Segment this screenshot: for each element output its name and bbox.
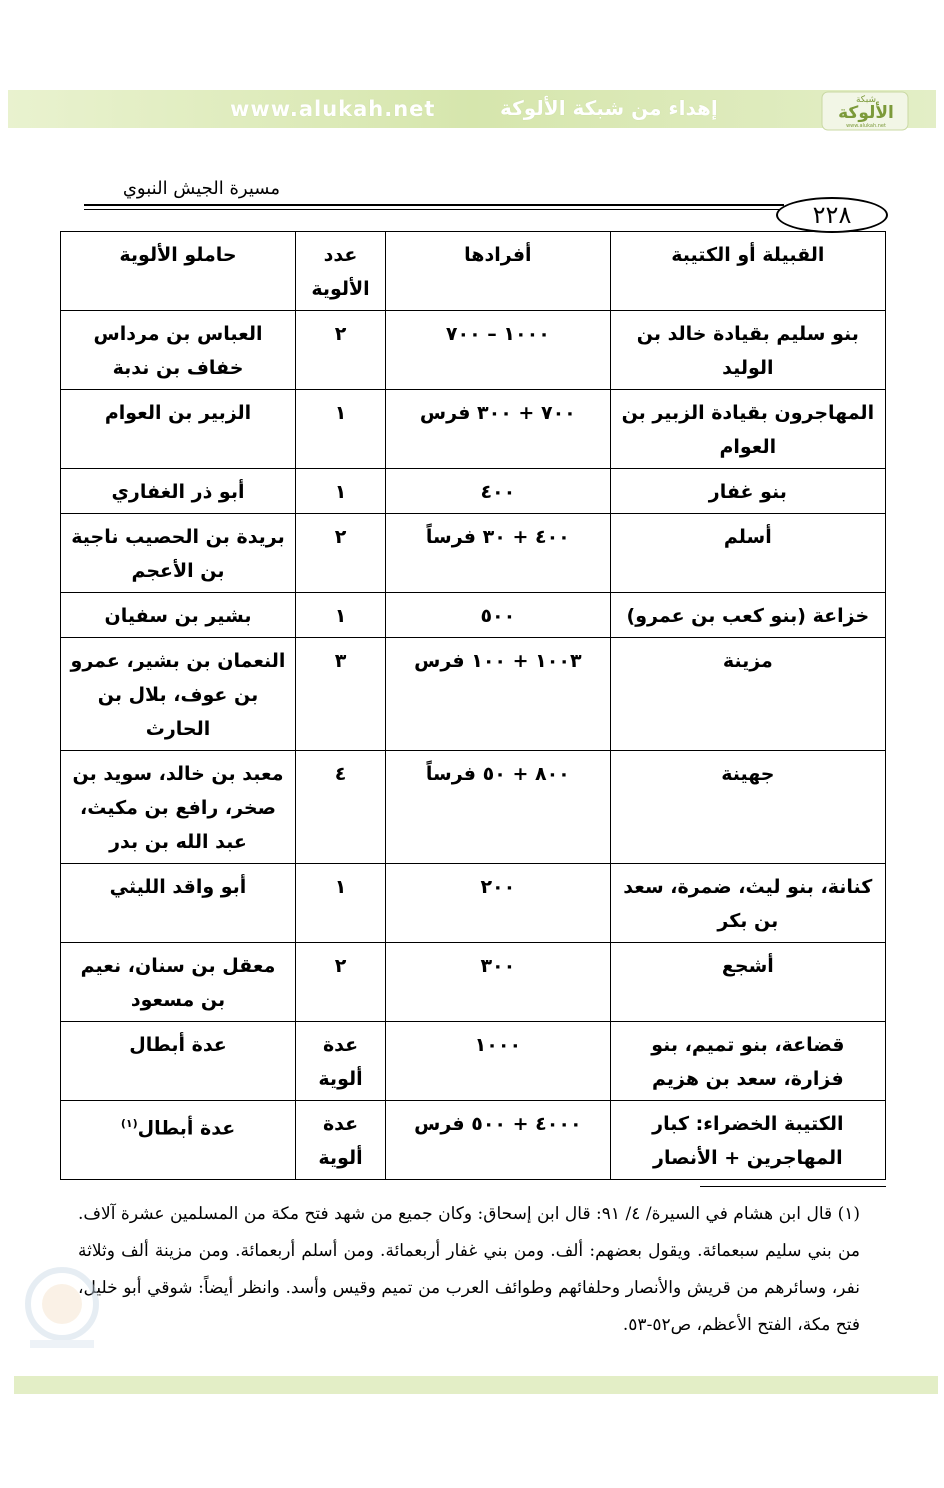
cell-tribe: أشجع: [610, 943, 885, 1022]
banner-gift-text: إهداء من شبكة الألوكة: [500, 96, 718, 120]
table-row: [61, 311, 886, 390]
cell-bearers: العباس بن مرداس خفاف بن ندبة: [61, 311, 296, 390]
footnote-text: (١) قال ابن هشام في السيرة/ ٤/ ٩١: قال ابن إسحاق: وكان جميع من شهد فتح مكة من المسلمين عشرة آلاف. من بني سليم سبعمائة. ويقول بعضهم: ألف. ومن بني غفار أربعمائة. ومن أسلم أربعمائة. ومن مزينة ألف وثلاثة نفر، وسائرهم من قريش والأنصار وحلفائهم وطوائف العرب من تميم وقيس وأسد. وانظر أيضاً: شوقي أبو خليل، فتح مكة، الفتح الأعظم، ص٥٢-٥٣.: [78, 1204, 861, 1335]
running-title: مسيرة الجيش النبوي: [122, 178, 280, 199]
site-banner: [8, 90, 936, 128]
header-rule: [84, 204, 784, 206]
cell-tribe: الكتيبة الخضراء: كبار المهاجرين + الأنصار: [610, 1101, 885, 1180]
cell-members: ٧٠٠ + ٣٠٠ فرس: [386, 390, 611, 469]
footnote-separator: [700, 1186, 886, 1187]
header-rule-thin: [84, 209, 784, 210]
cell-banner-count: عدة ألوية: [296, 1022, 386, 1101]
table-row: [61, 1101, 886, 1180]
cell-banner-count: ٣: [296, 638, 386, 751]
cell-bearers: بشير بن سفيان: [61, 593, 296, 638]
members-value: ١٠٠٠ – ٧٠٠: [445, 323, 550, 345]
cell-banner-count: ٤: [296, 751, 386, 864]
cell-banner-count: ٢: [296, 514, 386, 593]
cell-tribe: كنانة، بنو ليث، ضمرة، سعد بن بكر: [610, 864, 885, 943]
footer-bar: [14, 1376, 938, 1394]
bearers-text: عدة أبطال: [137, 1117, 236, 1140]
table-row: [61, 390, 886, 469]
svg-text:الألوكة: الألوكة: [838, 103, 894, 123]
cell-tribe: جهينة: [610, 751, 885, 864]
cell-bearers: معبد بن خالد، سويد بن صخر، رافع بن مكيث، عبد الله بن بدر: [61, 751, 296, 864]
alukah-logo: [820, 84, 912, 132]
cell-tribe: بنو سليم بقيادة خالد بن الوليد: [610, 311, 885, 390]
cell-members: ٢٠٠: [386, 864, 611, 943]
cell-members: ٥٠٠: [386, 593, 611, 638]
cell-tribe: بنو غفار: [610, 469, 885, 514]
header-tribe: القبيلة أو الكتيبة: [610, 232, 885, 311]
svg-text:www.alukah.net: www.alukah.net: [846, 123, 886, 129]
cell-tribe: خزاعة (بنو كعب بن عمرو): [610, 593, 885, 638]
cell-bearers: أبو واقد الليثي: [61, 864, 296, 943]
page-number: ٢٢٨: [776, 197, 888, 233]
cell-members: ٤٠٠: [386, 469, 611, 514]
cell-members: ٤٠٠٠ + ٥٠٠ فرس: [386, 1101, 611, 1180]
cell-banner-count: عدة ألوية: [296, 1101, 386, 1180]
cell-tribe: مزينة: [610, 638, 885, 751]
table-header-row: [61, 232, 886, 311]
cell-banner-count: ١: [296, 864, 386, 943]
cell-bearers: بريدة بن الحصيب ناجية بن الأعجم: [61, 514, 296, 593]
cell-members: ١٠٠٣ + ١٠٠ فرس: [386, 638, 611, 751]
cell-bearers: أبو ذر الغفاري: [61, 469, 296, 514]
cell-bearers: معقل بن سنان، نعيم بن مسعود: [61, 943, 296, 1022]
table-row: [61, 943, 886, 1022]
table-row: [61, 864, 886, 943]
watermark-logo: [20, 1258, 104, 1358]
cell-tribe: قضاعة، بنو تميم، بنو فزارة، سعد بن هزيم: [610, 1022, 885, 1101]
table-row: [61, 1022, 886, 1101]
cell-banner-count: ٢: [296, 943, 386, 1022]
cell-banner-count: ١: [296, 593, 386, 638]
cell-bearers: الزبير بن العوام: [61, 390, 296, 469]
cell-bearers: عدة أبطال: [61, 1022, 296, 1101]
cell-banner-count: ١: [296, 469, 386, 514]
cell-members: [386, 311, 611, 390]
table-row: [61, 469, 886, 514]
table-row: [61, 751, 886, 864]
cell-bearers: [61, 1101, 296, 1180]
svg-text:شبكة: شبكة: [855, 95, 877, 105]
header-members: أفرادها: [386, 232, 611, 311]
footnote-marker: (١): [120, 1117, 138, 1130]
battalions-table: [60, 231, 886, 1180]
cell-tribe: المهاجرون بقيادة الزبير بن العوام: [610, 390, 885, 469]
cell-members: ٣٠٠: [386, 943, 611, 1022]
cell-members: ١٠٠٠: [386, 1022, 611, 1101]
table-row: [61, 514, 886, 593]
site-url: www.alukah.net: [230, 97, 436, 121]
cell-bearers: النعمان بن بشير، عمرو بن عوف، بلال بن الحارث: [61, 638, 296, 751]
table-row: [61, 593, 886, 638]
cell-banner-count: ٢: [296, 311, 386, 390]
cell-banner-count: ١: [296, 390, 386, 469]
cell-members: ٨٠٠ + ٥٠ فرساً: [386, 751, 611, 864]
header-banner-count: عدد الألوية: [296, 232, 386, 311]
cell-members: ٤٠٠ + ٣٠ فرساً: [386, 514, 611, 593]
header-banner-bearers: حاملو الألوية: [61, 232, 296, 311]
table-row: [61, 638, 886, 751]
cell-tribe: أسلم: [610, 514, 885, 593]
